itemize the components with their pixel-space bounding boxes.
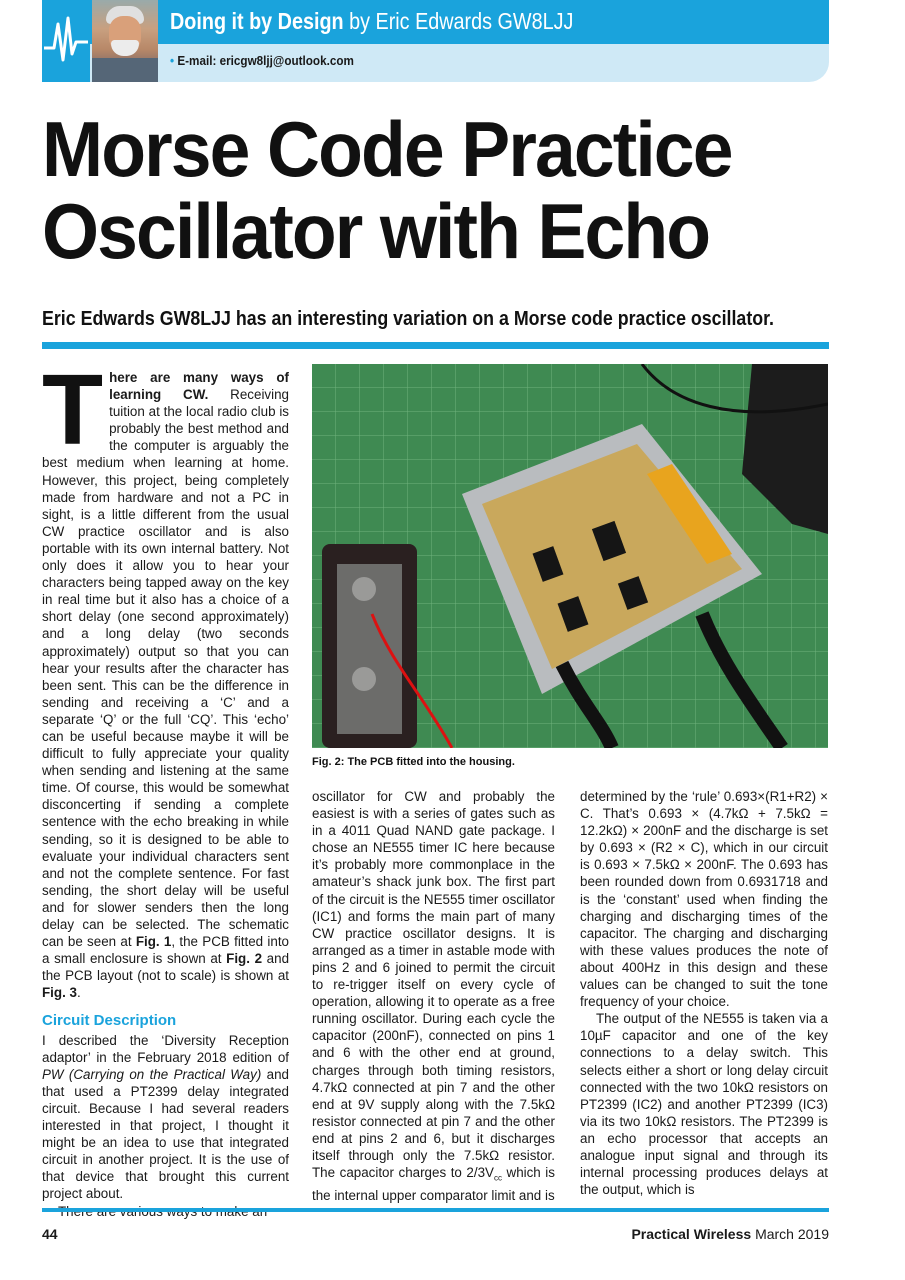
pcb-photo-illustration <box>312 364 828 748</box>
author-email[interactable]: • E-mail: ericgw8ljj@outlook.com <box>170 53 354 68</box>
figure-caption: Fig. 2: The PCB fitted into the housing. <box>312 756 515 768</box>
paragraph: determined by the ‘rule’ 0.693×(R1+R2) × C. That’s 0.693 × (4.7kΩ + 7.5kΩ = 12.2kΩ) × 200nF and the discharge is set by 0.693 × (R2 × C), which in our circuit is 0.693 × 7.5kΩ × 200nF. The 0.693 has been rounded down from 0.6931718 and is the ‘constant’ used when finding the charging and discharging times of the capacitor. The charging and discharging with these values produces the note of about 400Hz in this design and these values can be changed to suit the tone frequency of your choice. <box>580 789 828 1010</box>
article-title: Morse Code Practice Oscillator with Echo <box>42 105 732 275</box>
banner-bottom-bar <box>42 44 829 82</box>
waveform-icon <box>44 14 88 66</box>
footer-divider <box>42 1208 829 1212</box>
lead-paragraph: There are many ways of learning CW. Receiving tuition at the local radio club is probably the best method and the computer is arguably the best medium when learning at home. However, this project, being completely made from hardware and not a PC in sight, is a little different from the usual CW practice oscillator and is also portable with its own internal battery. Not only does it allow you to hear your characters being tapped away on the key in real time but it also has a choice of a short delay (one second approximately) and a long delay (two seconds approximately) output so that you can hear your results after the character has been sent. This can be the difference in sending and receiving a ‘C’ and a separate ‘Q’ or the full ‘CQ’. This ‘echo’ can be useful because maybe it will be difficult to fully appreciate your quality when sending and listening at the same time. Of course, this would be somewhat disconcerting if sending a complete sentence with the echo breaking in while sending, so it is designed to be able to evaluate your individual characters sent and not the complete sentence. For fast sending, the short delay will be useful and for slower senders then the long delay can be selected. The schematic can be seen at Fig. 1, the PCB fitted into a small enclosure is shown at Fig. 2 and the PCB layout (not to scale) is shown at Fig. 3. <box>42 354 290 1001</box>
article-standfirst: Eric Edwards GW8LJJ has an interesting variation on a Morse code practice oscillator. <box>42 308 775 330</box>
figure-2-photo <box>312 364 828 748</box>
column-title: Doing it by Design by Eric Edwards GW8LJJ <box>170 8 574 34</box>
author-photo <box>92 0 158 82</box>
title-divider <box>42 342 829 349</box>
paragraph: The output of the NE555 is taken via a 10µF capacitor and one of the key connections to a delay switch. This selects either a short or long delay circuit connected with the two 10kΩ resistors on PT2399 (IC2) and another PT2399 (IC3) via its two 10kΩ resistors. The PT2399 is an echo processor that accepts an analogue input signal and through its internal processing produces delays at the output, which is <box>580 1011 828 1198</box>
paragraph: I described the ‘Diversity Reception adaptor’ in the February 2018 edition of PW (Carrying on the Practical Way) and that used a PT2399 delay integrated circuit. Because I had several readers interested in that project, I thought it might be an idea to use that integrated circuit in another project. It is the use of that device that brought this current project about. <box>42 1032 289 1202</box>
text-column-3 <box>580 788 828 1198</box>
paragraph: oscillator for CW and probably the easiest is with a series of gates such as in a 4011 Quad NAND gate package. I chose an NE555 timer IC here because it’s probably more commonplace in the amateur’s shack junk box. The first part of the circuit is the NE555 timer oscillator (IC1) and forms the main part of many CW practice oscillator designs. It is arranged as a timer in astable mode with pins 2 and 6 joined to permit the circuit to re-trigger itself on every cycle of operation, allowing it to operate as a free running oscillator. During each cycle the capacitor (200nF), connected on pins 1 and 6 with the other end at ground, charges through both timing resistors, 4.7kΩ connected at pin 7 and the other end at 9V supply along with the 7.5kΩ resistor connected at pin 7 and the other end at pins 2 and 6, but it discharges itself through only the 7.5kΩ resistor. The capacitor charges to $2/3V_{cc}$ which is the internal upper comparator limit and is <box>312 789 555 1203</box>
text-column-2 <box>312 788 555 1204</box>
magazine-issue: Practical Wireless March 2019 <box>631 1226 829 1242</box>
drop-cap: T <box>42 354 104 466</box>
page-number: 44 <box>42 1226 58 1242</box>
waveform-logo <box>42 0 90 82</box>
column-banner <box>42 0 829 82</box>
text-column-1 <box>42 354 290 1220</box>
section-heading: Circuit Description <box>42 1012 177 1030</box>
